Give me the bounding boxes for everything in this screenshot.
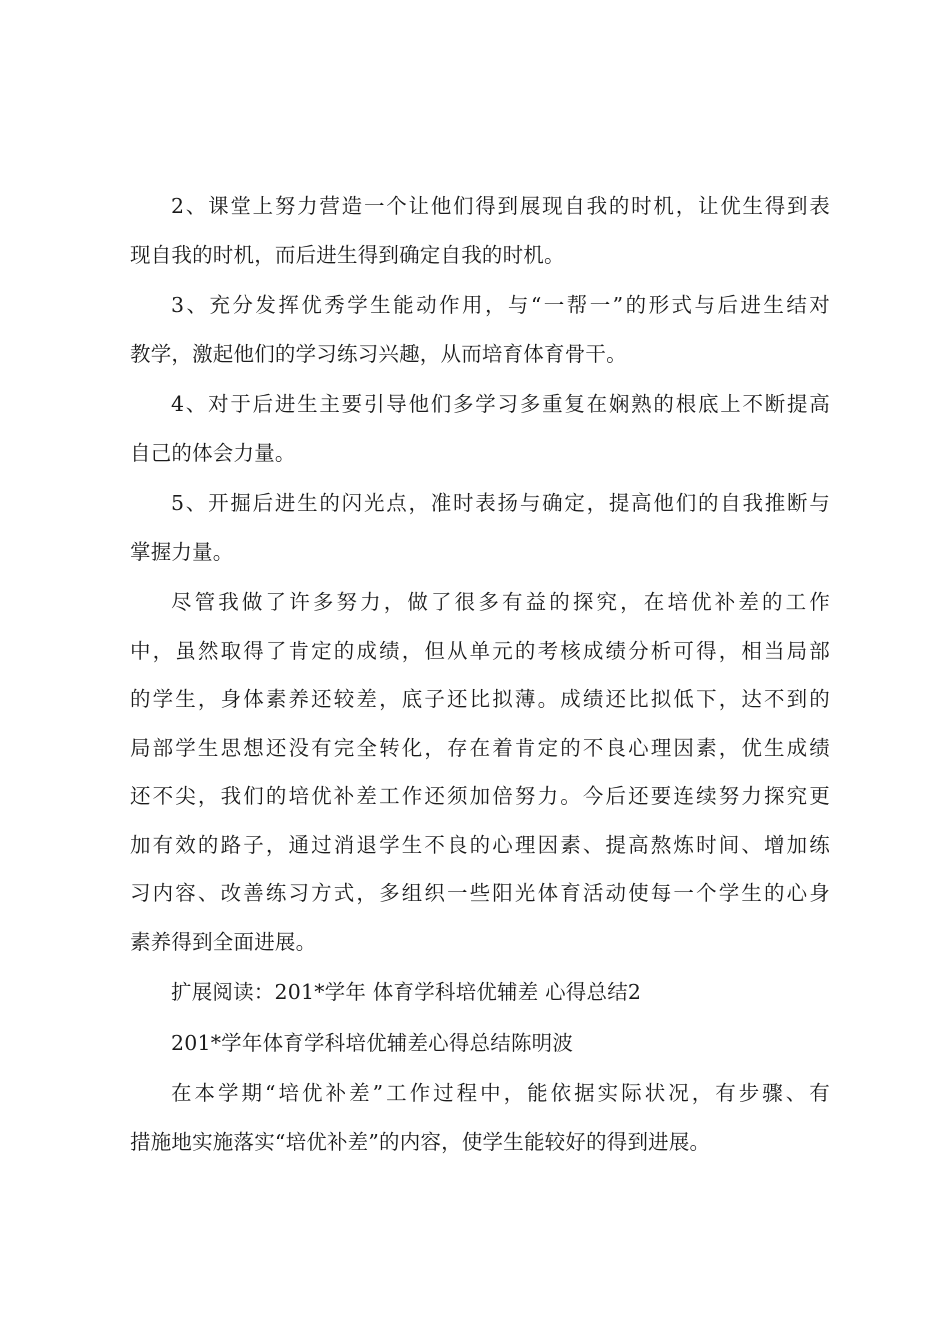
paragraph-line: 教学，激起他们的学习练习兴趣，从而培育体育骨干。 [130,341,627,366]
paragraph-line: 现自我的时机，而后进生得到确定自我的时机。 [130,242,565,267]
paragraph-line: 措施地实施落实“培优补差”的内容，使学生能较好的得到进展。 [130,1129,711,1154]
paragraph-line: 加有效的路子，通过消退学生不良的心理因素、提高熬炼时间、增加练 [130,832,830,857]
paragraph-intro [130,1069,830,1166]
paragraph-line: 习内容、改善练习方式，多组织一些阳光体育活动使每一个学生的心身 [130,881,830,905]
paragraph-line: 扩展阅读：201*学年 体育学科培优辅差 心得总结2 [171,980,642,1004]
paragraph-line: 掌握力量。 [130,539,234,564]
paragraph-5 [130,479,830,576]
paragraph-4 [130,380,830,477]
section-title [130,1019,830,1068]
paragraph-line: 201*学年体育学科培优辅差心得总结陈明波 [171,1030,574,1055]
paragraph-3 [130,281,830,378]
paragraph-line: 3、充分发挥优秀学生能动作用，与“一帮一”的形式与后进生结对 [171,293,830,317]
paragraph-line: 尽管我做了许多努力，做了很多有益的探究，在培优补差的工作 [171,590,830,614]
paragraph-line: 的学生，身体素养还较差，底子还比拟薄。成绩还比拟低下，达不到的 [130,687,830,711]
paragraph-line: 4、对于后进生主要引导他们多学习多重复在娴熟的根底上不断提高 [171,392,830,416]
paragraph-line: 在本学期“培优补差”工作过程中，能依据实际状况，有步骤、有 [171,1081,830,1105]
paragraph-line: 自己的体会力量。 [130,440,296,465]
paragraph-2 [130,182,830,279]
paragraph-line: 2、课堂上努力营造一个让他们得到展现自我的时机，让优生得到表 [171,194,830,218]
paragraph-line: 素养得到全面进展。 [130,929,317,954]
extended-reading-heading [130,968,830,1017]
paragraph-line: 中，虽然取得了肯定的成绩，但从单元的考核成绩分析可得，相当局部 [130,638,830,663]
paragraph-line: 5、开掘后进生的闪光点，准时表扬与确定，提高他们的自我推断与 [171,491,830,515]
paragraph-line: 局部学生思想还没有完全转化，存在着肯定的不良心理因素，优生成绩 [130,735,830,760]
document-body [130,182,830,1168]
paragraph-summary [130,578,830,966]
paragraph-line: 还不尖，我们的培优补差工作还须加倍努力。今后还要连续努力探究更 [130,784,830,808]
